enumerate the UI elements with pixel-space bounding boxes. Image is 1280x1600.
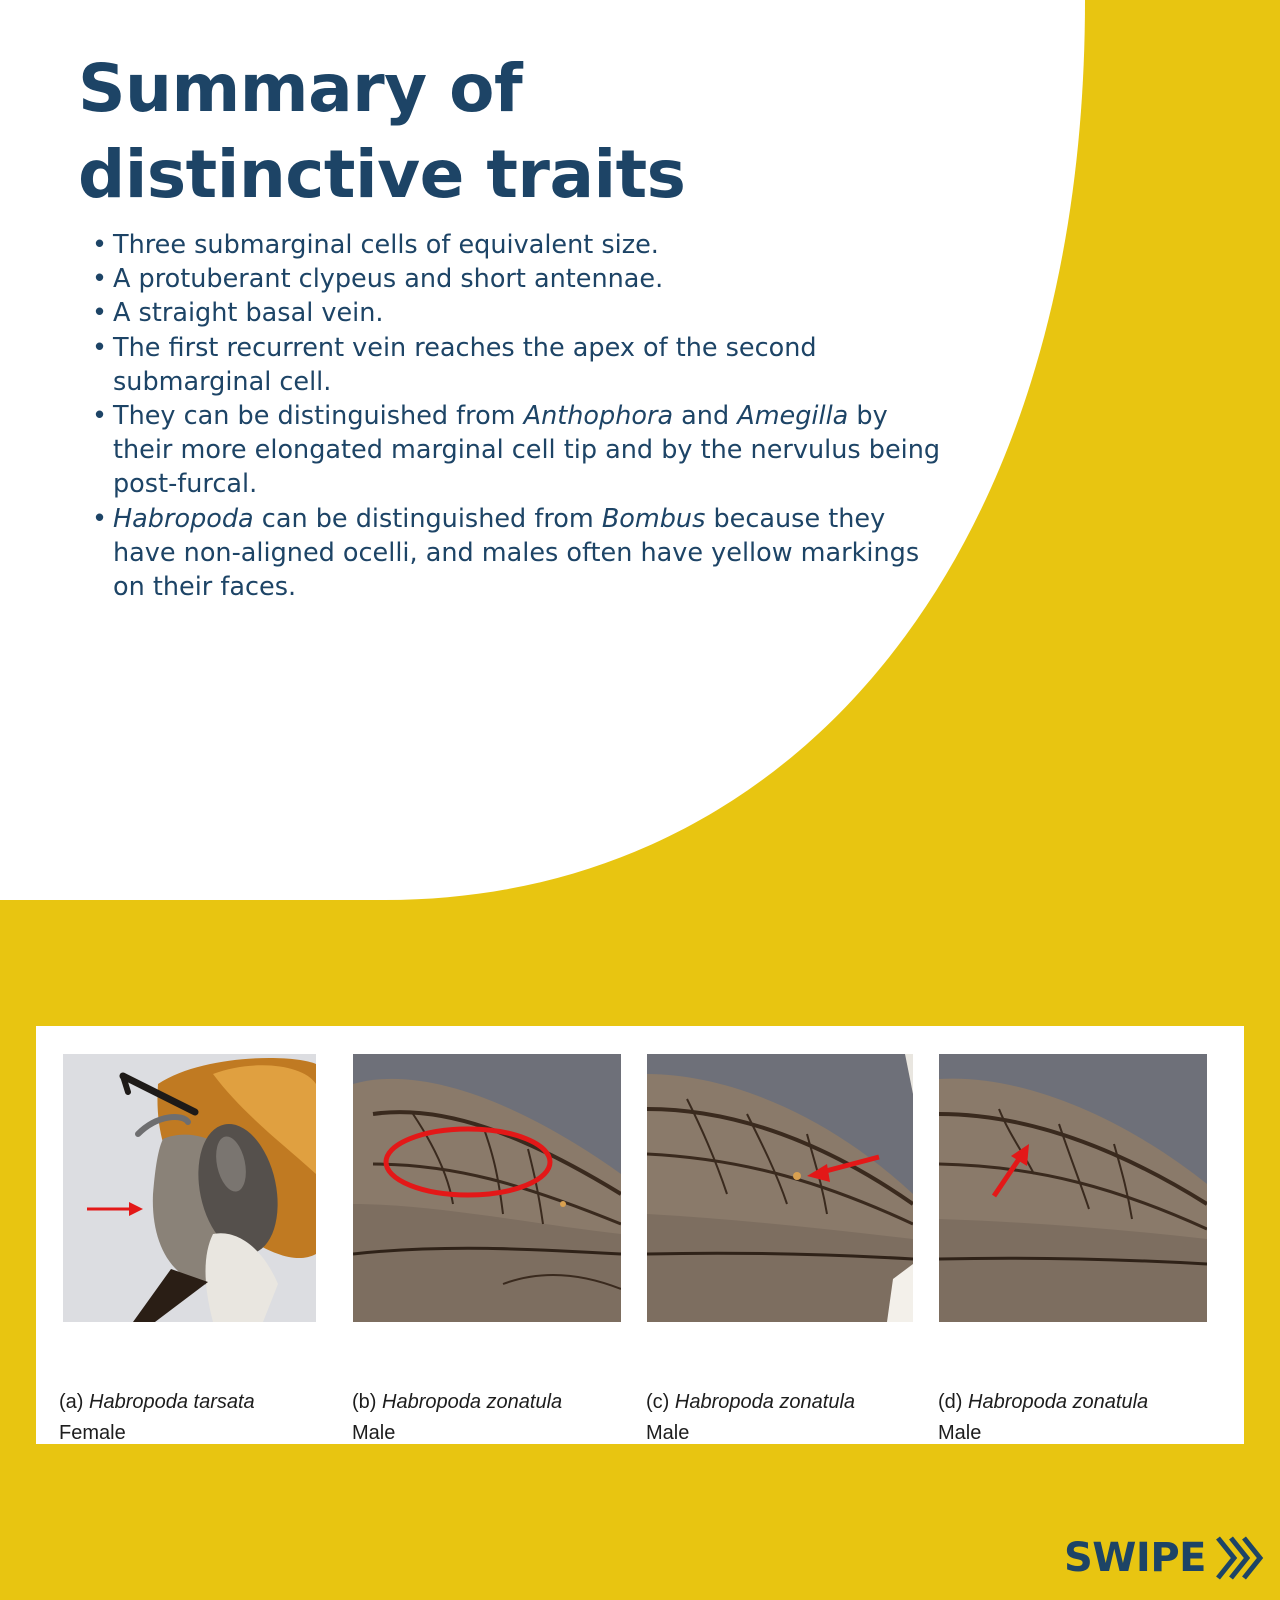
genus-name: Bombus [601, 503, 706, 534]
caption-sex: Male [646, 1422, 690, 1444]
page-title-line-2: distinctive traits [78, 136, 686, 213]
trait-text: A straight basal vein. [113, 298, 384, 329]
caption-title [352, 1387, 622, 1418]
caption-title [59, 1387, 329, 1418]
genus-name: Amegilla [737, 401, 849, 432]
caption-label: (a) [59, 1391, 89, 1413]
trait-text: by their more elongated marginal cell tip and by the nervulus being post-furcal. [113, 401, 941, 500]
caption-species: Habropoda zonatula [674, 1391, 856, 1413]
swipe-button[interactable] [1064, 1530, 1266, 1586]
photo-wing-recurrent-vein [647, 1054, 913, 1322]
trait-text: A protuberant clypeus and short antennae. [113, 264, 664, 295]
trait-item [92, 399, 952, 502]
trait-item [92, 262, 952, 296]
page-title [78, 46, 685, 218]
caption-title [938, 1387, 1208, 1418]
caption-species: Habropoda tarsata [89, 1391, 255, 1413]
photo-wing-nervulus [939, 1054, 1207, 1322]
photo-bee-head [63, 1054, 316, 1322]
trait-text: Three submarginal cells of equivalent size. [113, 230, 659, 260]
trait-text: can be distinguished from [253, 503, 602, 534]
caption-sex: Male [938, 1422, 982, 1444]
genus-name: Habropoda [113, 503, 254, 534]
genus-name: Anthophora [523, 401, 674, 432]
caption-species: Habropoda zonatula [382, 1391, 563, 1413]
caption-species: Habropoda zonatula [968, 1391, 1149, 1413]
caption-sex: Female [59, 1422, 126, 1444]
trait-item [92, 296, 952, 330]
trait-item [92, 228, 952, 262]
caption-title [646, 1387, 916, 1418]
trait-text: because they have non-aligned ocelli, and males often have yellow markings on their faces. [113, 503, 920, 603]
figure-caption [352, 1387, 622, 1449]
photo-wing-submarginal-cells [353, 1054, 621, 1322]
trait-text: and [673, 401, 738, 432]
trait-text: The first recurrent vein reaches the apex of the second submarginal cell. [113, 332, 817, 397]
figure-panel [36, 1026, 1244, 1444]
caption-label: (d) [938, 1391, 968, 1413]
swipe-label: SWIPE [1064, 1535, 1206, 1581]
trait-item [92, 331, 952, 399]
caption-sex: Male [352, 1422, 396, 1444]
caption-label: (c) [646, 1391, 675, 1413]
figure-caption [938, 1387, 1208, 1449]
trait-item [92, 502, 952, 605]
double-chevron-right-icon [1214, 1534, 1266, 1582]
page-title-line-1: Summary of [78, 50, 523, 127]
figure-caption [646, 1387, 916, 1449]
traits-list [92, 228, 952, 604]
figure-caption [59, 1387, 329, 1449]
caption-label: (b) [352, 1391, 382, 1413]
trait-text: They can be distinguished from [113, 401, 524, 432]
